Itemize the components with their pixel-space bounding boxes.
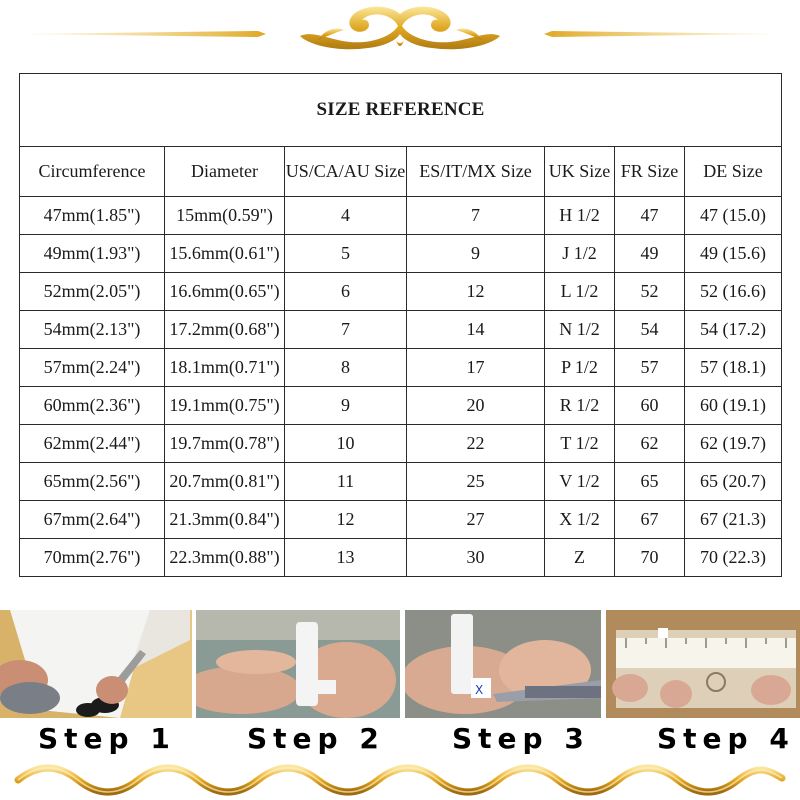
table-cell: 70 bbox=[615, 539, 685, 577]
table-cell: 27 bbox=[407, 501, 545, 539]
table-cell: 62mm(2.44") bbox=[20, 425, 165, 463]
table-cell: 16.6mm(0.65") bbox=[165, 273, 285, 311]
table-cell: 47 (15.0) bbox=[685, 197, 782, 235]
table-cell: Z bbox=[545, 539, 615, 577]
table-cell: V 1/2 bbox=[545, 463, 615, 501]
table-cell: 57 bbox=[615, 349, 685, 387]
table-cell: 22 bbox=[407, 425, 545, 463]
table-cell: H 1/2 bbox=[545, 197, 615, 235]
table-row bbox=[20, 197, 782, 235]
table-cell: 4 bbox=[285, 197, 407, 235]
instruction-photos bbox=[0, 610, 800, 718]
table-cell: 17 bbox=[407, 349, 545, 387]
table-cell: 5 bbox=[285, 235, 407, 273]
table-title: SIZE REFERENCE bbox=[20, 74, 782, 147]
column-header: Diameter bbox=[165, 147, 285, 197]
table-body bbox=[20, 197, 782, 577]
table-cell: 20 bbox=[407, 387, 545, 425]
table-cell: 14 bbox=[407, 311, 545, 349]
table-cell: T 1/2 bbox=[545, 425, 615, 463]
column-header: US/CA/AU Size bbox=[285, 147, 407, 197]
table-cell: 12 bbox=[285, 501, 407, 539]
table-row bbox=[20, 349, 782, 387]
table-cell: 60mm(2.36") bbox=[20, 387, 165, 425]
table-row bbox=[20, 311, 782, 349]
step4-photo bbox=[606, 610, 800, 718]
table-cell: 10 bbox=[285, 425, 407, 463]
column-header: ES/IT/MX Size bbox=[407, 147, 545, 197]
table-cell: 60 (19.1) bbox=[685, 387, 782, 425]
table-row bbox=[20, 539, 782, 577]
table-cell: 65 bbox=[615, 463, 685, 501]
table-cell: R 1/2 bbox=[545, 387, 615, 425]
table-cell: 60 bbox=[615, 387, 685, 425]
table-cell: 13 bbox=[285, 539, 407, 577]
table-cell: 54 (17.2) bbox=[685, 311, 782, 349]
table-cell: 67 (21.3) bbox=[685, 501, 782, 539]
step2-photo bbox=[196, 610, 400, 718]
table-cell: 25 bbox=[407, 463, 545, 501]
table-row bbox=[20, 463, 782, 501]
table-cell: 21.3mm(0.84") bbox=[165, 501, 285, 539]
table-cell: 65mm(2.56") bbox=[20, 463, 165, 501]
table-cell: 52mm(2.05") bbox=[20, 273, 165, 311]
table-cell: 47 bbox=[615, 197, 685, 235]
table-cell: 70 (22.3) bbox=[685, 539, 782, 577]
table-cell: 15mm(0.59") bbox=[165, 197, 285, 235]
step3-label: Step 3 bbox=[452, 722, 590, 755]
top-ornament bbox=[0, 0, 800, 60]
table-cell: 7 bbox=[407, 197, 545, 235]
column-header: FR Size bbox=[615, 147, 685, 197]
table-cell: 19.7mm(0.78") bbox=[165, 425, 285, 463]
svg-text:X: X bbox=[475, 683, 484, 697]
table-cell: 19.1mm(0.75") bbox=[165, 387, 285, 425]
table-cell: 54 bbox=[615, 311, 685, 349]
table-cell: 22.3mm(0.88") bbox=[165, 539, 285, 577]
bottom-ornament bbox=[0, 758, 800, 800]
step3-photo bbox=[405, 610, 601, 718]
table-row bbox=[20, 425, 782, 463]
table-cell: 47mm(1.85") bbox=[20, 197, 165, 235]
column-header: UK Size bbox=[545, 147, 615, 197]
table-row bbox=[20, 501, 782, 539]
table-cell: 52 (16.6) bbox=[685, 273, 782, 311]
step2-label: Step 2 bbox=[247, 722, 385, 755]
center-flourish bbox=[300, 7, 500, 50]
gold-wave bbox=[18, 768, 782, 792]
table-cell: 20.7mm(0.81") bbox=[165, 463, 285, 501]
table-row bbox=[20, 387, 782, 425]
right-gold-line bbox=[544, 31, 780, 37]
table-cell: 9 bbox=[285, 387, 407, 425]
table-cell: 6 bbox=[285, 273, 407, 311]
table-cell: 15.6mm(0.61") bbox=[165, 235, 285, 273]
table-cell: X 1/2 bbox=[545, 501, 615, 539]
step1-photo bbox=[0, 610, 192, 718]
table-cell: 11 bbox=[285, 463, 407, 501]
table-cell: 30 bbox=[407, 539, 545, 577]
table-cell: 9 bbox=[407, 235, 545, 273]
table-cell: 49 (15.6) bbox=[685, 235, 782, 273]
table-cell: 52 bbox=[615, 273, 685, 311]
table-cell: J 1/2 bbox=[545, 235, 615, 273]
table-cell: 57mm(2.24") bbox=[20, 349, 165, 387]
table-cell: P 1/2 bbox=[545, 349, 615, 387]
table-cell: 7 bbox=[285, 311, 407, 349]
left-gold-line bbox=[20, 31, 266, 37]
table-cell: 17.2mm(0.68") bbox=[165, 311, 285, 349]
column-header: Circumference bbox=[20, 147, 165, 197]
table-cell: 62 (19.7) bbox=[685, 425, 782, 463]
table-cell: 49mm(1.93") bbox=[20, 235, 165, 273]
size-reference-table bbox=[19, 73, 782, 577]
table-cell: 57 (18.1) bbox=[685, 349, 782, 387]
table-cell: 8 bbox=[285, 349, 407, 387]
table-cell: N 1/2 bbox=[545, 311, 615, 349]
column-header: DE Size bbox=[685, 147, 782, 197]
table-cell: L 1/2 bbox=[545, 273, 615, 311]
step1-label: Step 1 bbox=[38, 722, 176, 755]
table-cell: 49 bbox=[615, 235, 685, 273]
table-row bbox=[20, 273, 782, 311]
table-cell: 70mm(2.76") bbox=[20, 539, 165, 577]
table-cell: 54mm(2.13") bbox=[20, 311, 165, 349]
table-cell: 65 (20.7) bbox=[685, 463, 782, 501]
table-cell: 62 bbox=[615, 425, 685, 463]
table-row bbox=[20, 235, 782, 273]
table-cell: 18.1mm(0.71") bbox=[165, 349, 285, 387]
table-cell: 67 bbox=[615, 501, 685, 539]
table-cell: 67mm(2.64") bbox=[20, 501, 165, 539]
table-header-row bbox=[20, 147, 782, 197]
table-cell: 12 bbox=[407, 273, 545, 311]
step4-label: Step 4 bbox=[657, 722, 795, 755]
